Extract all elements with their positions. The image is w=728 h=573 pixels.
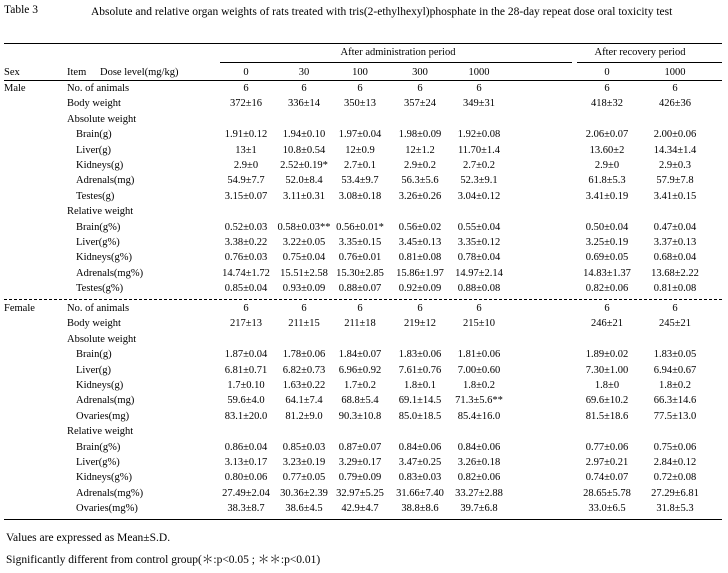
table-cell: 7.61±0.76 [398,365,442,376]
table-cell: 3.35±0.15 [338,237,382,248]
footnote-significance: Significantly different from control group(＊:p<0.05 ; ＊＊:p<0.01) [6,554,321,566]
table-cell: 68.8±5.4 [341,395,379,406]
row-label: Liver(g%) [76,237,120,248]
row-label: Adrenals(mg) [76,175,135,186]
table-cell: 1.92±0.08 [457,129,501,140]
table-cell: 1.8±0.2 [462,380,496,391]
table-cell: 3.23±0.19 [282,457,326,468]
table-cell: 3.08±0.18 [338,191,382,202]
row-label: Brain(g) [76,349,112,360]
table-cell: 2.97±0.21 [585,457,629,468]
table-cell: 38.8±8.6 [401,503,439,514]
table-cell: 15.51±2.58 [280,268,328,279]
table-cell: 0.78±0.04 [457,252,501,263]
table-cell: 0.87±0.07 [338,442,382,453]
table-cell: 3.13±0.17 [224,457,268,468]
header-sex: Sex [4,67,20,78]
table-cell: 28.65±5.78 [583,488,631,499]
table-cell: 0.74±0.07 [585,472,629,483]
table-cell: 0.76±0.03 [224,252,268,263]
table-cell: 0.93±0.09 [282,283,326,294]
table-cell: 246±21 [590,318,624,329]
table-cell: 0.58±0.03** [277,222,331,233]
table-cell: 32.97±5.25 [336,488,384,499]
table-cell: 2.9±0 [594,160,620,171]
table-cell: 0.80±0.06 [224,472,268,483]
row-label: Absolute weight [67,334,137,345]
table-cell: 219±12 [403,318,437,329]
table-cell: 31.66±7.40 [396,488,444,499]
group-header-admin: After administration period [340,47,456,58]
table-cell: 350±13 [343,98,377,109]
group-header-recovery: After recovery period [594,47,686,58]
table-cell: 3.41±0.15 [653,191,697,202]
table-cell: 3.04±0.12 [457,191,501,202]
table-cell: 0.85±0.03 [282,442,326,453]
row-label: Brain(g%) [76,222,121,233]
table-cell: 1.8±0.1 [403,380,437,391]
table-cell: 14.83±1.37 [583,268,631,279]
table-cell: 71.3±5.6** [455,395,503,406]
table-cell: 0.79±0.09 [338,472,382,483]
table-cell: 1.98±0.09 [398,129,442,140]
table-cell: 3.26±0.26 [398,191,442,202]
table-cell: 33.27±2.88 [455,488,503,499]
table-cell: 56.3±5.6 [401,175,439,186]
table-cell: 2.9±0.2 [403,160,437,171]
table-cell: 81.2±9.0 [285,411,323,422]
table-cell: 3.47±0.25 [398,457,442,468]
table-cell: 13.60±2 [589,145,625,156]
table-cell: 3.37±0.13 [653,237,697,248]
table-cell: 11.70±1.4 [457,145,501,156]
row-label: Relative weight [67,426,134,437]
table-cell: 1.89±0.02 [585,349,629,360]
table-cell: 1.91±0.12 [224,129,268,140]
table-cell: 0.92±0.09 [398,283,442,294]
row-label: No. of animals [67,303,130,314]
table-cell: 2.7±0.2 [462,160,496,171]
row-label: Adrenals(mg%) [76,488,144,499]
table-label: Table 3 [4,4,39,16]
table-cell: 0.72±0.08 [653,472,697,483]
table-cell: 6.94±0.67 [653,365,697,376]
table-cell: 0.88±0.08 [457,283,501,294]
header-item: Item [67,67,87,78]
table-cell: 61.8±5.3 [588,175,626,186]
table-cell: 2.84±0.12 [653,457,697,468]
table-cell: 0.84±0.06 [457,442,501,453]
table-cell: 0.55±0.04 [457,222,501,233]
table-cell: 59.6±4.0 [227,395,265,406]
table-cell: 3.11±0.31 [282,191,326,202]
table-cell: 6 [476,83,482,94]
table-cell: 0.69±0.05 [585,252,629,263]
dose-header-0: 0 [243,67,249,78]
row-label: Kidneys(g%) [76,472,132,483]
row-label: Liver(g) [76,145,111,156]
rule-header-bottom [4,80,722,81]
dose-header-5: 0 [604,67,610,78]
table-cell: 6 [417,303,423,314]
table-cell: 3.29±0.17 [338,457,382,468]
sex-female: Female [4,303,35,314]
table-cell: 33.0±6.5 [588,503,626,514]
table-cell: 54.9±7.7 [227,175,265,186]
table-cell: 217±13 [229,318,263,329]
section-separator [4,299,722,300]
dose-header-1: 30 [298,67,310,78]
table-cell: 13±1 [235,145,257,156]
table-cell: 0.56±0.01* [336,222,384,233]
table-cell: 7.30±1.00 [585,365,629,376]
table-cell: 0.50±0.04 [585,222,629,233]
table-cell: 1.8±0 [594,380,620,391]
table-cell: 6.82±0.73 [282,365,326,376]
rule-bottom [4,519,722,520]
table-cell: 85.4±16.0 [457,411,501,422]
table-cell: 3.22±0.05 [282,237,326,248]
table-cell: 0.77±0.06 [585,442,629,453]
table-cell: 1.78±0.06 [282,349,326,360]
table-cell: 1.7±0.10 [227,380,265,391]
row-label: Kidneys(g) [76,160,124,171]
row-label: Liver(g) [76,365,111,376]
table-cell: 66.3±14.6 [653,395,697,406]
table-cell: 15.30±2.85 [336,268,384,279]
table-cell: 357±24 [403,98,437,109]
table-cell: 3.25±0.19 [585,237,629,248]
row-label: Ovaries(mg%) [76,503,138,514]
table-cell: 53.4±9.7 [341,175,379,186]
table-cell: 215±10 [462,318,496,329]
table-cell: 14.74±1.72 [222,268,270,279]
table-cell: 2.7±0.1 [343,160,377,171]
table-title: Absolute and relative organ weights of rats treated with tris(2-ethylhexyl)phosphate in the 28-day repeat dose oral toxicity test [91,6,673,18]
table-cell: 1.84±0.07 [338,349,382,360]
table-cell: 14.34±1.4 [653,145,697,156]
rule-top [4,43,722,44]
table-cell: 6 [243,83,249,94]
row-label: Body weight [67,98,121,109]
table-cell: 426±36 [658,98,692,109]
row-label: Adrenals(mg) [76,395,135,406]
dose-header-2: 100 [352,67,368,78]
table-cell: 3.45±0.13 [398,237,442,248]
table-cell: 3.26±0.18 [457,457,501,468]
table-cell: 42.9±4.7 [341,503,379,514]
table-cell: 27.29±6.81 [651,488,699,499]
table-cell: 0.82±0.06 [457,472,501,483]
table-cell: 6 [243,303,249,314]
table-cell: 0.83±0.03 [398,472,442,483]
table-cell: 2.00±0.06 [653,129,697,140]
table-cell: 3.35±0.12 [457,237,501,248]
table-cell: 31.8±5.3 [656,503,694,514]
table-cell: 0.52±0.03 [224,222,268,233]
table-cell: 6 [604,303,610,314]
table-cell: 6.96±0.92 [338,365,382,376]
row-label: Liver(g%) [76,457,120,468]
table-cell: 83.1±20.0 [224,411,268,422]
table-cell: 38.3±8.7 [227,503,265,514]
footnote-mean-sd: Values are expressed as Mean±S.D. [6,532,171,544]
table-cell: 52.0±8.4 [285,175,323,186]
table-cell: 1.87±0.04 [224,349,268,360]
row-label: No. of animals [67,83,130,94]
table-cell: 0.47±0.04 [653,222,697,233]
row-label: Testes(g%) [76,283,124,294]
table-cell: 6 [604,83,610,94]
table-cell: 0.77±0.05 [282,472,326,483]
row-label: Brain(g%) [76,442,121,453]
table-cell: 64.1±7.4 [285,395,323,406]
table-cell: 211±18 [344,318,376,329]
table-cell: 0.76±0.01 [338,252,382,263]
table-cell: 6 [476,303,482,314]
table-cell: 0.75±0.04 [282,252,326,263]
table-cell: 0.81±0.08 [398,252,442,263]
table-cell: 0.84±0.06 [398,442,442,453]
table-cell: 245±21 [658,318,692,329]
table-cell: 30.36±2.39 [280,488,328,499]
table-cell: 2.9±0.3 [658,160,692,171]
row-label: Relative weight [67,206,134,217]
row-label: Body weight [67,318,121,329]
table-cell: 81.5±18.6 [585,411,629,422]
table-cell: 349±31 [462,98,496,109]
table-cell: 85.0±18.5 [398,411,442,422]
table-cell: 7.00±0.60 [457,365,501,376]
row-label: Absolute weight [67,114,137,125]
table-cell: 1.83±0.05 [653,349,697,360]
table-cell: 6 [301,83,307,94]
table-cell: 1.8±0.2 [658,380,692,391]
table-cell: 418±32 [590,98,624,109]
table-cell: 1.94±0.10 [282,129,326,140]
table-cell: 336±14 [287,98,321,109]
table-cell: 0.81±0.08 [653,283,697,294]
table-cell: 10.8±0.54 [282,145,326,156]
table-cell: 14.97±2.14 [455,268,503,279]
table-cell: 3.41±0.19 [585,191,629,202]
table-cell: 3.15±0.07 [224,191,268,202]
row-label: Kidneys(g%) [76,252,132,263]
table-cell: 69.6±10.2 [585,395,629,406]
table-cell: 372±16 [229,98,263,109]
group-underline-admin [220,62,572,63]
table-cell: 77.5±13.0 [653,411,697,422]
header-dose-level: Dose level(mg/kg) [100,67,179,78]
table-cell: 0.56±0.02 [398,222,442,233]
table-cell: 0.82±0.06 [585,283,629,294]
table-cell: 6 [357,83,363,94]
table-cell: 38.6±4.5 [285,503,323,514]
row-label: Adrenals(mg%) [76,268,144,279]
table-cell: 1.83±0.06 [398,349,442,360]
table-cell: 6 [357,303,363,314]
table-cell: 0.88±0.07 [338,283,382,294]
table-cell: 3.38±0.22 [224,237,268,248]
table-cell: 39.7±6.8 [460,503,498,514]
table-cell: 2.52±0.19* [280,160,328,171]
table-cell: 1.97±0.04 [338,129,382,140]
table-cell: 6 [301,303,307,314]
dose-header-3: 300 [412,67,428,78]
table-cell: 0.86±0.04 [224,442,268,453]
table-cell: 13.68±2.22 [651,268,699,279]
table-cell: 211±15 [288,318,320,329]
table-cell: 1.63±0.22 [282,380,326,391]
table-cell: 15.86±1.97 [396,268,444,279]
table-cell: 57.9±7.8 [656,175,694,186]
table-cell: 2.06±0.07 [585,129,629,140]
table-cell: 6.81±0.71 [224,365,268,376]
table-cell: 0.75±0.06 [653,442,697,453]
table-cell: 90.3±10.8 [338,411,382,422]
table-cell: 0.68±0.04 [653,252,697,263]
table-cell: 27.49±2.04 [222,488,270,499]
table-cell: 69.1±14.5 [398,395,442,406]
row-label: Brain(g) [76,129,112,140]
table-cell: 6 [672,83,678,94]
group-underline-recovery [577,62,722,63]
table-cell: 1.7±0.2 [343,380,377,391]
row-label: Testes(g) [76,191,115,202]
table-cell: 12±1.2 [405,145,435,156]
row-label: Kidneys(g) [76,380,124,391]
table-cell: 0.85±0.04 [224,283,268,294]
dose-header-4: 1000 [468,67,490,78]
table-cell: 2.9±0 [233,160,259,171]
table-cell: 6 [672,303,678,314]
row-label: Ovaries(mg) [76,411,130,422]
table-cell: 6 [417,83,423,94]
sex-male: Male [4,83,26,94]
table-cell: 12±0.9 [345,145,375,156]
table-cell: 1.81±0.06 [457,349,501,360]
dose-header-6: 1000 [664,67,686,78]
table-cell: 52.3±9.1 [460,175,498,186]
